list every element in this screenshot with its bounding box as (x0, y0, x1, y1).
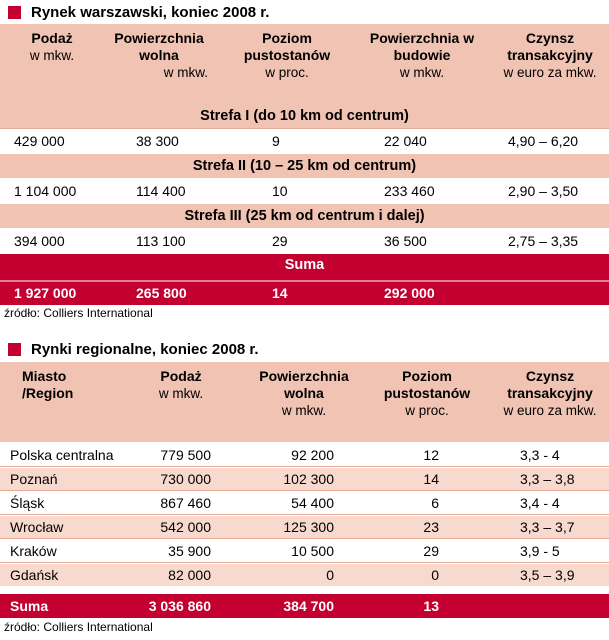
t2-header-vacant-area: Powierzchnia wolna w mkw. (259, 368, 349, 418)
table1-title: Rynek warszawski, koniec 2008 r. (0, 1, 269, 23)
t2-sum-block (0, 594, 609, 618)
table-row: Śląsk 867 460 54 400 6 3,4 - 4 (10, 495, 560, 511)
t1-header-vacant-area: Powierzchnia wolna w mkw. (114, 30, 208, 80)
t2-header-city: Miasto /Region (22, 368, 74, 401)
square-bullet-icon (8, 6, 21, 19)
t1-zone-3-title: Strefa III (25 km od centrum i dalej) (0, 204, 609, 228)
t1-header-supply: Podaż w mkw. (29, 30, 75, 63)
square-bullet-icon (8, 343, 21, 356)
t2-header-vacancy: Poziom pustostanów w proc. (383, 368, 471, 418)
t2-sum-row: Suma 3 036 860 384 700 13 (10, 598, 439, 614)
table-row: Kraków 35 900 10 500 29 3,9 - 5 (10, 543, 560, 559)
table-row: Poznań 730 000 102 300 14 3,3 – 3,8 (0, 468, 609, 490)
table-row: Gdańsk 82 000 0 0 3,5 – 3,9 (0, 564, 609, 586)
t1-zone-3-row: 394 000 113 100 29 36 500 2,75 – 3,35 (14, 233, 579, 249)
t2-header-rent: Czynsz transakcyjny w euro za mkw. (503, 368, 597, 418)
t2-header-supply: Podaż w mkw. (158, 368, 204, 401)
t1-zone-1-title: Strefa I (do 10 km od centrum) (0, 104, 609, 128)
table-row: Wrocław 542 000 125 300 23 3,3 – 3,7 (0, 516, 609, 538)
t1-header-rent: Czynsz transakcyjny w euro za mkw. (503, 30, 597, 80)
t1-zone-2-title: Strefa II (10 – 25 km od centrum) (0, 154, 609, 178)
table2-title: Rynki regionalne, koniec 2008 r. (0, 338, 259, 360)
table-row: Polska centralna 779 500 92 200 12 3,3 - 4 (10, 447, 560, 463)
table2-header (0, 362, 609, 442)
t1-sum-block (0, 254, 609, 305)
t1-zone-2-row: 1 104 000 114 400 10 233 460 2,90 – 3,50 (14, 183, 579, 199)
t1-zone-1-row: 429 000 38 300 9 22 040 4,90 – 6,20 (14, 133, 579, 149)
t1-source: źródło: Colliers International (4, 306, 153, 320)
t1-sum-row: 1 927 000 265 800 14 292 000 (14, 285, 435, 301)
t1-sum-label: Suma (284, 257, 325, 273)
t1-header-under-construction: Powierzchnia w budowie w mkw. (369, 30, 475, 80)
t1-header-vacancy: Poziom pustostanów w proc. (243, 30, 331, 80)
table1-header (0, 24, 609, 104)
t2-source: źródło: Colliers International (4, 620, 153, 634)
